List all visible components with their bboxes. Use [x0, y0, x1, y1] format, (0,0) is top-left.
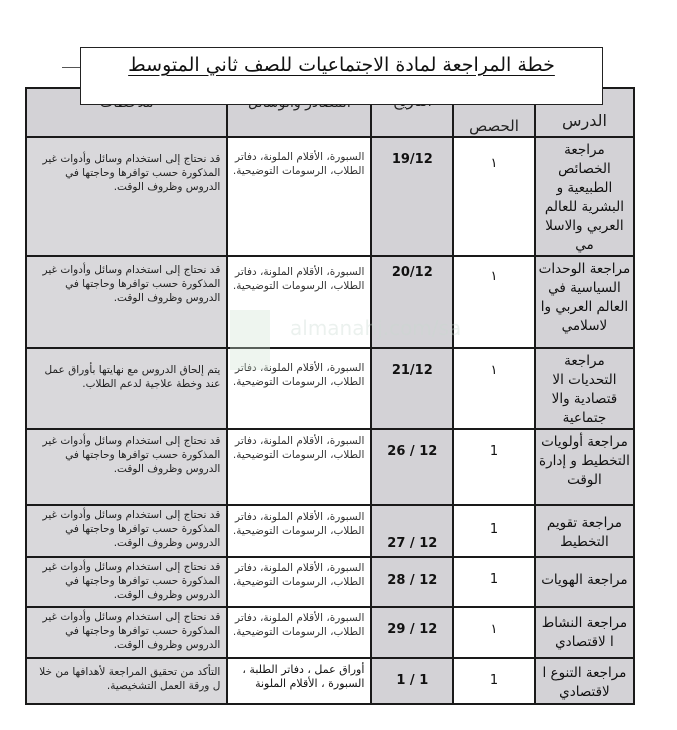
count-cell: 1 — [453, 505, 535, 557]
table-row — [26, 137, 634, 256]
sources-cell: السبورة، الأقلام الملونة، دفاتر الطلاب، الرسومات التوضيحية. — [227, 557, 371, 607]
date-cell: 28 / 12 — [371, 557, 453, 607]
count-cell: ١ — [453, 607, 535, 658]
table-row — [26, 557, 634, 607]
sources-cell: السبورة، الأقلام الملونة، دفاتر الطلاب، الرسومات التوضيحية. — [227, 505, 371, 557]
date-cell: 1 / 1 — [371, 658, 453, 704]
sources-cell: السبورة، الأقلام الملونة، دفاتر الطلاب، الرسومات التوضيحية. — [227, 256, 371, 348]
count-cell: ١ — [453, 137, 535, 256]
page-title: خطة المراجعة لمادة الاجتماعيات للصف ثاني المتوسط — [128, 54, 555, 76]
date-cell: 26 / 12 — [371, 429, 453, 505]
lesson-cell: مراجعة تقويم التخطيط — [535, 505, 634, 557]
sources-cell: السبورة، الأقلام الملونة، دفاتر الطلاب، الرسومات التوضيحية. — [227, 429, 371, 505]
count-cell: ١ — [453, 256, 535, 348]
table-row — [26, 658, 634, 704]
date-cell: 27 / 12 — [371, 505, 453, 557]
date-cell: 19/12 — [371, 137, 453, 256]
count-cell: ١ — [453, 348, 535, 429]
notes-cell: التأكد من تحقيق المراجعة لأهدافها من خلا ل ورقة العمل التشخيصية. — [26, 658, 227, 704]
lesson-cell: مراجعة الهويات — [535, 557, 634, 607]
lesson-cell: مراجعة التحديات الا قتصادية والا جتماعية — [535, 348, 634, 429]
lesson-cell: مراجعة الوحدات السياسية في العالم العربي وا لاسلامي — [535, 256, 634, 348]
sources-cell: السبورة، الأقلام الملونة، دفاتر الطلاب، الرسومات التوضيحية. — [227, 137, 371, 256]
lesson-cell: مراجعة النشاط ا لاقتصادي — [535, 607, 634, 658]
title-box — [80, 47, 603, 105]
notes-cell: قد نحتاج إلى استخدام وسائل وأدوات غير المذكورة حسب توافرها وحاجتها في الدروس وظروف الوقت. — [26, 137, 227, 256]
sources-cell: السبورة، الأقلام الملونة، دفاتر الطلاب، الرسومات التوضيحية. — [227, 348, 371, 429]
notes-cell: قد نحتاج إلى استخدام وسائل وأدوات غير المذكورة حسب توافرها وحاجتها في الدروس وظروف الوقت. — [26, 505, 227, 557]
lesson-cell: مراجعة الخصائص الطبيعية و البشرية للعالم العربي والاسلا مي — [535, 137, 634, 256]
count-cell: 1 — [453, 557, 535, 607]
notes-cell: قد نحتاج إلى استخدام وسائل وأدوات غير المذكورة حسب توافرها وحاجتها في الدروس وظروف الوقت. — [26, 557, 227, 607]
table-row — [26, 429, 634, 505]
notes-cell: قد نحتاج إلى استخدام وسائل وأدوات غير المذكورة حسب توافرها وحاجتها في الدروس وظروف الوقت. — [26, 256, 227, 348]
sources-cell: السبورة، الأقلام الملونة، دفاتر الطلاب، الرسومات التوضيحية. — [227, 607, 371, 658]
lesson-cell: مراجعة أولويات التخطيط و إدارة الوقت — [535, 429, 634, 505]
notes-cell: قد نحتاج إلى استخدام وسائل وأدوات غير المذكورة حسب توافرها وحاجتها في الدروس وظروف الوقت. — [26, 607, 227, 658]
sources-cell: أوراق عمل ، دفاتر الطلبة ، السبورة ، الأقلام الملونة — [227, 658, 371, 704]
header-lesson: الدرس — [535, 88, 634, 137]
watermark-text: almanahj.com/sa — [290, 316, 462, 340]
table-row — [26, 348, 634, 429]
review-plan-table — [25, 87, 635, 705]
lesson-cell: مراجعة التنوع ا لاقتصادي — [535, 658, 634, 704]
date-cell: 20/12 — [371, 256, 453, 348]
count-cell: 1 — [453, 429, 535, 505]
date-cell: 29 / 12 — [371, 607, 453, 658]
notes-cell: قد نحتاج إلى استخدام وسائل وأدوات غير المذكورة حسب توافرها وحاجتها في الدروس وظروف الوقت. — [26, 429, 227, 505]
header-count: الحصص — [453, 88, 535, 137]
date-cell: 21/12 — [371, 348, 453, 429]
table-row — [26, 505, 634, 557]
title-rule — [62, 67, 80, 68]
table-row — [26, 256, 634, 348]
count-cell: 1 — [453, 658, 535, 704]
table-row — [26, 607, 634, 658]
notes-cell: يتم إلحاق الدروس مع نهايتها بأوراق عمل عند وخطة علاجية لدعم الطلاب. — [26, 348, 227, 429]
